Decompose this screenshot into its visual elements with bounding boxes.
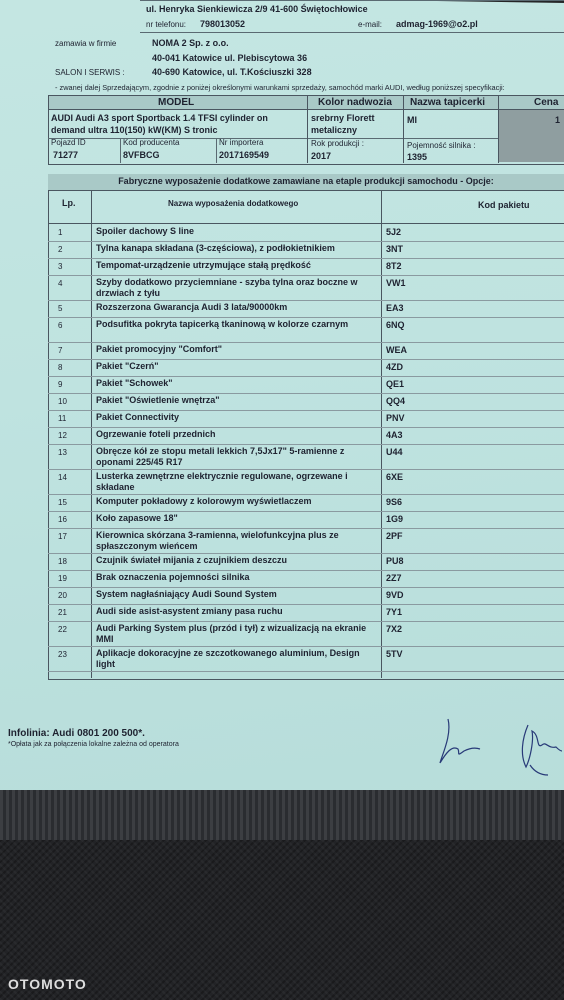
package-code: PNV: [386, 413, 405, 423]
col-code-header: Kod pakietu: [478, 200, 530, 210]
equipment-name: Tylna kanapa składana (3-częściowa), z podłokietnikiem: [96, 243, 335, 253]
row-number: 9: [58, 380, 63, 389]
package-code: 7Y1: [386, 607, 403, 617]
table-row: [48, 570, 564, 588]
row-number: 15: [58, 498, 67, 507]
equipment-title: Fabryczne wyposażenie dodatkowe zamawiane na etaple produkcji samochodu - Opcje:: [118, 176, 494, 186]
row-number: 23: [58, 650, 67, 659]
equipment-name: Rozszerzona Gwarancja Audi 3 lata/90000km: [96, 302, 288, 312]
vehicle-id-value: 71277: [53, 150, 79, 160]
table-row: [48, 317, 564, 343]
table-row: [48, 342, 564, 360]
table-row: [48, 258, 564, 276]
email-label: e-mail:: [358, 20, 383, 29]
row-number: 18: [58, 557, 67, 566]
row-number: 12: [58, 431, 67, 440]
row-number: 6: [58, 321, 63, 330]
email-value: admag-1969@o2.pl: [396, 19, 478, 29]
package-code: 9VD: [386, 590, 404, 600]
package-code: EA3: [386, 303, 404, 313]
equipment-name: Pakiet "Oświetlenie wnętrza": [96, 395, 220, 405]
row-number: 20: [58, 591, 67, 600]
equipment-title-bar: [48, 174, 564, 191]
table-row: [48, 528, 564, 554]
package-code: 4A3: [386, 430, 403, 440]
dealer-address: ul. Henryka Sienkiewicza 2/9 41-600 Świętochłowice: [146, 4, 368, 14]
company-name: NOMA 2 Sp. z o.o.: [152, 38, 229, 48]
equipment-name: Pakiet promocyjny "Comfort": [96, 344, 223, 354]
table-row: [48, 621, 564, 647]
producer-code-value: 8VFBCG: [123, 150, 160, 160]
model-description-line2: demand ultra 110(150) kW(KM) S tronic: [51, 125, 218, 135]
table-row: [48, 444, 564, 470]
package-code: VW1: [386, 278, 406, 288]
table-row: [48, 359, 564, 377]
table-row: [48, 224, 564, 242]
table-row: [48, 553, 564, 571]
upholstery-value: MI: [407, 115, 417, 125]
importer-no-value: 2017169549: [219, 150, 270, 160]
header-model: MODEL: [158, 97, 195, 108]
row-number: 21: [58, 608, 67, 617]
hotline: Infolinia: Audi 0801 200 500*.: [8, 728, 145, 739]
equipment-name: Aplikacje dokoracyjne ze szczotkowanego aluminium, Design light: [96, 648, 360, 669]
table-row: [48, 393, 564, 411]
table-row: [48, 469, 564, 495]
equipment-name: Kierownica skórzana 3-ramienna, wielofunkcyjna plus ze spłaszczonym wieńcem: [96, 530, 339, 551]
equipment-name: Obręcze kół ze stopu metali lekkich 7,5Jx17" 5-ramienne z oponami 225/45 R17: [96, 446, 345, 467]
row-number: 2: [58, 245, 63, 254]
row-number: 7: [58, 346, 63, 355]
phone-value: 798013052: [200, 19, 246, 29]
row-number: 14: [58, 473, 67, 482]
equipment-name: Koło zapasowe 18": [96, 513, 178, 523]
row-number: 19: [58, 574, 67, 583]
table-row: [48, 646, 564, 672]
row-number: 8: [58, 363, 63, 372]
hotline-note: *Opłata jak za połączenia lokalne zależna od operatora: [8, 741, 179, 748]
table-row: [48, 241, 564, 259]
table-row: [48, 300, 564, 318]
year-value: 2017: [311, 151, 332, 161]
package-code: WEA: [386, 345, 407, 355]
equipment-name: Pakiet "Schowek": [96, 378, 173, 388]
header-price: Cena: [534, 97, 559, 108]
showroom-address: 40-690 Katowice, ul. T.Kościuszki 328: [152, 67, 312, 77]
engine-label: Pojemność silnika :: [407, 141, 476, 150]
package-code: QQ4: [386, 396, 406, 406]
package-code: 4ZD: [386, 362, 404, 372]
row-number: 1: [58, 228, 63, 237]
row-number: 5: [58, 304, 63, 313]
row-number: 3: [58, 262, 63, 271]
producer-code-label: Kod producenta: [123, 138, 180, 147]
equipment-name: Ogrzewanie foteli przednich: [96, 429, 216, 439]
row-number: 17: [58, 532, 67, 541]
engine-value: 1395: [407, 152, 428, 162]
package-code: 3NT: [386, 244, 404, 254]
package-code: 7X2: [386, 624, 403, 634]
table-row: [48, 604, 564, 622]
equipment-name: Pakiet "Czerń": [96, 361, 159, 371]
row-number: 16: [58, 515, 67, 524]
package-code: 6NQ: [386, 320, 405, 330]
package-code: PU8: [386, 556, 404, 566]
otomoto-watermark: OTOMOTO: [8, 976, 87, 992]
row-number: 11: [58, 414, 67, 423]
header-color: Kolor nadwozia: [318, 97, 392, 108]
ordered-at-label: zamawia w firmie: [55, 39, 117, 48]
table-row: [48, 275, 564, 301]
showroom-label: SALON I SERWIS :: [55, 68, 125, 77]
package-code: 5J2: [386, 227, 402, 237]
equipment-name: Komputer pokładowy z kolorowym wyświetlaczem: [96, 496, 312, 506]
table-row: [48, 427, 564, 445]
equipment-name: Tempomat-urządzenie utrzymujące stałą prędkość: [96, 260, 311, 270]
year-label: Rok produkcji :: [311, 139, 364, 148]
importer-no-label: Nr importera: [219, 138, 264, 147]
table-row: [48, 410, 564, 428]
package-code: 6XE: [386, 472, 404, 482]
vehicle-id-label: Pojazd ID: [51, 138, 86, 147]
row-number: 22: [58, 625, 67, 634]
table-row: [48, 494, 564, 512]
price-value: 1: [555, 115, 561, 125]
package-code: U44: [386, 447, 403, 457]
equipment-name: Spoiler dachowy S line: [96, 226, 195, 236]
table-row: [48, 376, 564, 394]
color-line2: metaliczny: [311, 125, 358, 135]
package-code: 9S6: [386, 497, 403, 507]
model-description-line1: AUDI Audi A3 sport Sportback 1.4 TFSI cylinder on: [51, 113, 268, 123]
table-row: [48, 511, 564, 529]
equipment-name: Audi side asist-asystent zmiany pasa ruchu: [96, 606, 283, 616]
table-row: [48, 587, 564, 605]
intro-text: - zwanej dalej Sprzedającym, zgodnie z poniżej określonymi warunkami sprzedaży, samochód marki AUDI, według poniższej specyfikacji:: [55, 83, 505, 92]
company-address: 40-041 Katowice ul. Plebiscytowa 36: [152, 53, 308, 63]
equipment-name: Lusterka zewnętrzne elektrycznie regulowane, ogrzewane i składane: [96, 471, 348, 492]
row-number: 10: [58, 397, 67, 406]
package-code: 5TV: [386, 649, 403, 659]
header-upholstery: Nazwa tapicerki: [410, 97, 486, 108]
col-lp-header: Lp.: [62, 198, 76, 208]
equipment-name: Czujnik świateł mijania z czujnikiem deszczu: [96, 555, 288, 565]
equipment-name: Audi Parking System plus (przód i tył) z wizualizacją na ekranie MMI: [96, 623, 367, 644]
package-code: 8T2: [386, 261, 402, 271]
equipment-name: System nagłaśniający Audi Sound System: [96, 589, 277, 599]
package-code: QE1: [386, 379, 405, 389]
color-line1: srebrny Florett: [311, 113, 375, 123]
col-name-header: Nazwa wyposażenia dodatkowego: [168, 199, 299, 208]
row-number: 13: [58, 448, 67, 457]
equipment-name: Podsufitka pokryta tapicerką tkaninową w kolorze czarnym: [96, 319, 349, 329]
signature: [430, 705, 564, 785]
equipment-name: Pakiet Connectivity: [96, 412, 180, 422]
phone-label: nr telefonu:: [146, 20, 187, 29]
package-code: 2PF: [386, 531, 403, 541]
package-code: 1G9: [386, 514, 404, 524]
equipment-column-headers: [48, 191, 564, 224]
equipment-name: Szyby dodatkowo przyciemniane - szyba tylna oraz boczne w drzwiach z tyłu: [96, 277, 358, 298]
row-number: 4: [58, 279, 63, 288]
package-code: 2Z7: [386, 573, 402, 583]
equipment-name: Brak oznaczenia pojemności silnika: [96, 572, 250, 582]
